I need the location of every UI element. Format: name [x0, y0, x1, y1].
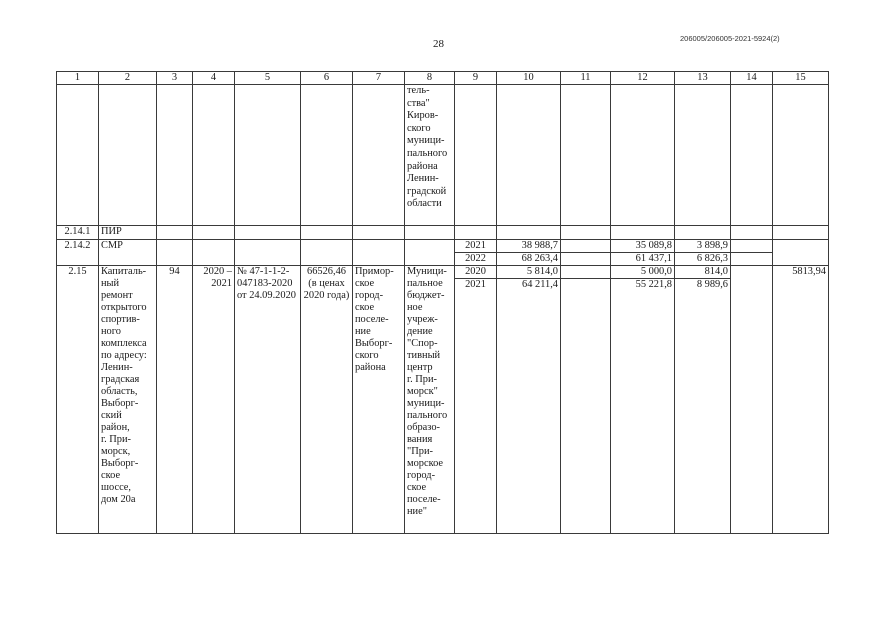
amount-local: 6 826,3: [675, 252, 731, 265]
amount-regional: 5 000,0: [611, 265, 675, 278]
table-row-2-14-1: [57, 226, 829, 240]
table-cell: [561, 252, 611, 265]
table-cell: [561, 278, 611, 533]
header-cell: 7: [353, 72, 405, 85]
row-number: 2.14.1: [57, 226, 99, 240]
amount-total: 64 211,4: [497, 278, 561, 533]
table-cell: [57, 85, 99, 226]
amount-local: 814,0: [675, 265, 731, 278]
table-cell: [353, 85, 405, 226]
table-cell: [455, 85, 497, 226]
amount-regional: 35 089,8: [611, 239, 675, 252]
row-number: 2.15: [57, 265, 99, 533]
table-cell: [235, 226, 301, 240]
table-cell: [731, 265, 773, 533]
table-cell: [611, 85, 675, 226]
table-cell: [193, 85, 235, 226]
expertise-cell: № 47-1-1-2- 047183-2020 от 24.09.2020: [235, 265, 301, 533]
table-cell: [731, 239, 773, 252]
header-cell: 9: [455, 72, 497, 85]
header-cell: 13: [675, 72, 731, 85]
year-cell: 2021: [455, 239, 497, 252]
table-cell: [353, 226, 405, 240]
table-cell: [611, 226, 675, 240]
table-cell: [561, 226, 611, 240]
amount-local: 3 898,9: [675, 239, 731, 252]
table-cell: [157, 226, 193, 240]
table-cell: [235, 85, 301, 226]
header-cell: 12: [611, 72, 675, 85]
table-cell: [157, 239, 193, 265]
municipality-cell: Примор- ское город- ское поселе- ние Выборг- ского района: [353, 265, 405, 533]
header-cell: 10: [497, 72, 561, 85]
table-cell: [773, 85, 829, 226]
table-cell: [193, 226, 235, 240]
table-row-2-14-2: [57, 239, 829, 252]
table-cell: [561, 85, 611, 226]
table-cell: [301, 85, 353, 226]
amount-total: 5 814,0: [497, 265, 561, 278]
table-cell: [731, 252, 773, 265]
customer-cell: Муници- пальное бюджет- ное учреж- дение "Спор- тивный центр г. При- морск" муници- пального образо- вания "При- морское город- ское поселе- ние": [405, 265, 455, 533]
page-number: 28: [433, 38, 444, 50]
header-cell: 14: [731, 72, 773, 85]
table-cell: [675, 226, 731, 240]
object-name: Капиталь- ный ремонт открытого спортив- ного комплекса по адресу: Ленин- градская область, Выборг- ский район, г. При- морск, Выборг- ское шоссе, дом 20а: [99, 265, 157, 533]
estimated-cost-cell: 66526,46 (в ценах 2020 года): [301, 265, 353, 533]
table-cell: [773, 239, 829, 265]
object-name: ПИР: [99, 226, 157, 240]
header-cell: 4: [193, 72, 235, 85]
budget-table: [56, 71, 829, 534]
period-cell: 2020 – 2021: [193, 265, 235, 533]
table-cell: [497, 226, 561, 240]
year-cell: 2022: [455, 252, 497, 265]
table-cell: [157, 85, 193, 226]
table-cell: [405, 239, 455, 265]
table-cell: [99, 85, 157, 226]
table-cell: [497, 85, 561, 226]
header-cell: 5: [235, 72, 301, 85]
year-cell: 2020: [455, 265, 497, 278]
document-id: 206005/206005-2021-5924(2): [680, 34, 780, 43]
table-cell: [675, 85, 731, 226]
table-cell: [561, 265, 611, 278]
row-number: 2.14.2: [57, 239, 99, 265]
continuation-row: [57, 85, 829, 226]
amount-total: 68 263,4: [497, 252, 561, 265]
table-cell: [561, 239, 611, 252]
header-cell: 11: [561, 72, 611, 85]
table-row-2-15: [57, 265, 829, 278]
header-cell: 6: [301, 72, 353, 85]
table-cell: [235, 239, 301, 265]
amount-regional: 61 437,1: [611, 252, 675, 265]
object-name: СМР: [99, 239, 157, 265]
header-cell: 1: [57, 72, 99, 85]
table-cell: [731, 85, 773, 226]
table-cell: [301, 239, 353, 265]
amount-regional: 55 221,8: [611, 278, 675, 533]
table-cell: [405, 226, 455, 240]
table-cell: [301, 226, 353, 240]
table-cell: [455, 226, 497, 240]
table-cell: [731, 226, 773, 240]
amount-local: 8 989,6: [675, 278, 731, 533]
capacity-cell: 94: [157, 265, 193, 533]
header-cell: 8: [405, 72, 455, 85]
table-cell: [193, 239, 235, 265]
customer-continuation-cell: тель- ства" Киров- ского муници- пального района Ленин- градской области: [405, 85, 455, 226]
remaining-cost-cell: 5813,94: [773, 265, 829, 533]
amount-total: 38 988,7: [497, 239, 561, 252]
header-cell: 3: [157, 72, 193, 85]
table-header-row: [57, 72, 829, 85]
header-cell: 15: [773, 72, 829, 85]
table-cell: [353, 239, 405, 265]
year-cell: 2021: [455, 278, 497, 533]
table-cell: [773, 226, 829, 240]
header-cell: 2: [99, 72, 157, 85]
